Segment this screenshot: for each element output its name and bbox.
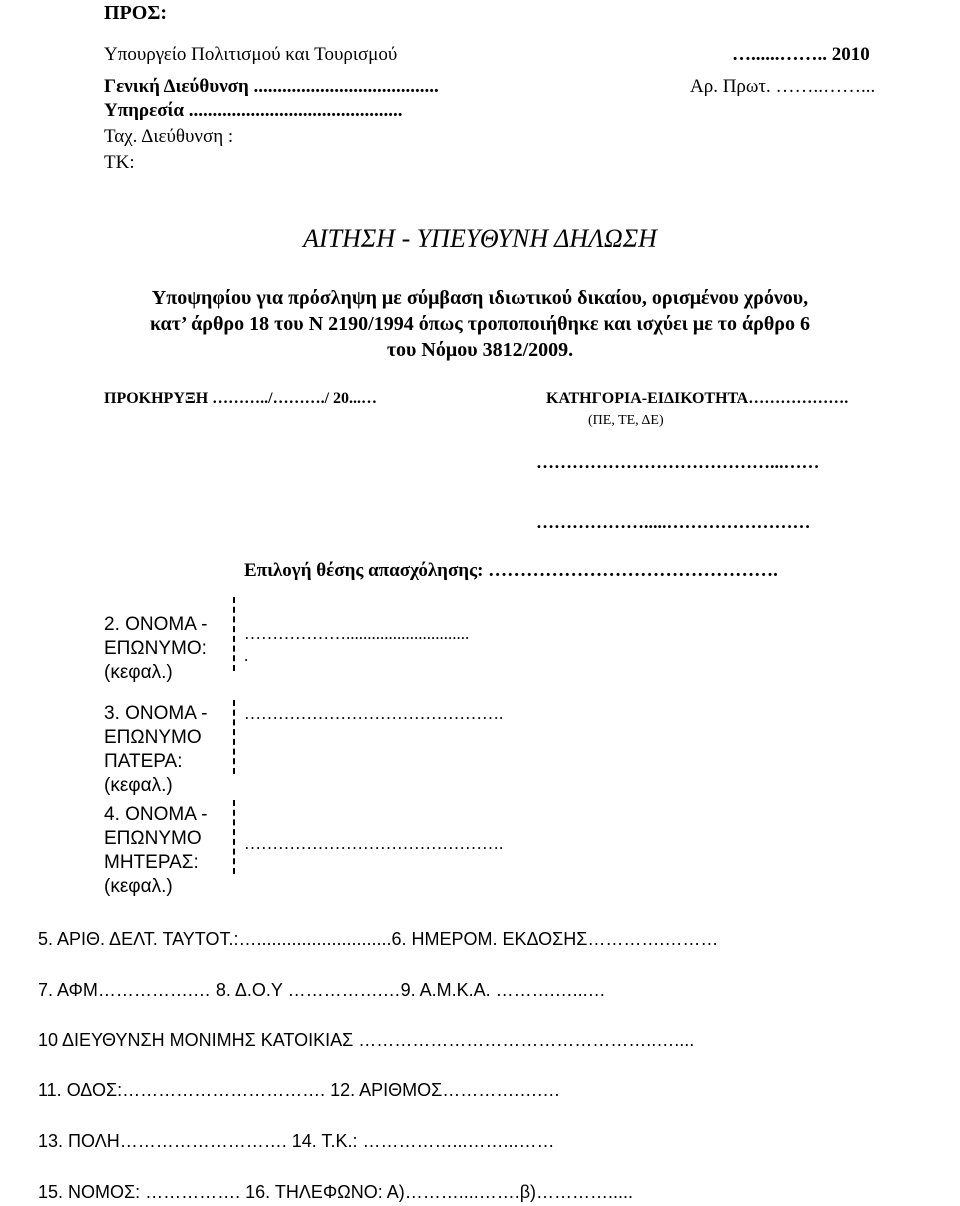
prefecture-phone-line: 15. ΝΟΜΟΣ: ……………. 16. ΤΗΛΕΦΩΝΟ: Α)………....…….β)…………..... bbox=[38, 1182, 634, 1202]
id-card-line: 5. ΑΡΙΘ. ΔΕΛΤ. ΤΑΥΤΟΤ.:…...........................6. ΗΜΕΡΟΜ. ΕΚΔΟΣΗΣ………….……… bbox=[38, 929, 719, 949]
document-title: ΑΙΤΗΣΗ - ΥΠΕΥΘΥΝΗ ΔΗΛΩΣΗ bbox=[303, 224, 657, 253]
name-value: ………………............................. bbox=[244, 624, 470, 643]
mother-name-divider bbox=[233, 800, 235, 874]
mother-name-label: 4. ΟΝΟΜΑ - ΕΠΩΝΥΜΟ ΜΗΤΕΡΑΣ: (κεφαλ.) bbox=[104, 804, 208, 897]
residence-address-line: 10 ΔΙΕΥΘΥΝΣΗ ΜΟΝΙΜΗΣ ΚΑΤΟΙΚΙΑΣ …………………………………………..….... bbox=[38, 1030, 695, 1050]
street-line: 11. ΟΔΟΣ:……………………………. 12. ΑΡΙΘΜΟΣ………….….… bbox=[38, 1080, 561, 1100]
category-note: (ΠΕ, ΤΕ, ΔΕ) bbox=[588, 413, 664, 428]
ministry-name: Υπουργείο Πολιτισμού και Τουρισμού bbox=[104, 44, 398, 65]
name-divider bbox=[233, 597, 235, 671]
father-name-value: ………………………………………. bbox=[244, 704, 504, 723]
father-name-divider bbox=[233, 700, 235, 774]
protocol-number-field: Αρ. Πρωτ. ……..……... bbox=[690, 76, 876, 97]
announcement-field: ΠΡΟΚΗΡΥΞΗ ………../………./ 20...… bbox=[104, 390, 378, 407]
tax-line: 7. ΑΦΜ…………….… 8. Δ.Ο.Υ …………….…9. Α.Μ.Κ.Α. ……….…...… bbox=[38, 980, 606, 1000]
position-choice-field: Επιλογή θέσης απασχόλησης: ………………………………………. bbox=[244, 560, 778, 581]
category-dots-2: ……………….....…………………… bbox=[536, 512, 811, 532]
category-field: ΚΑΤΗΓΟΡΙΑ-ΕΙΔΙΚΟΤΗΤΑ………………. bbox=[546, 390, 849, 407]
name-label: 2. ΟΝΟΜΑ - ΕΠΩΝΥΜΟ: (κεφαλ.) bbox=[104, 614, 208, 683]
service-field: Υπηρεσία ............................................. bbox=[104, 100, 403, 121]
category-dots-1: …………………………………...…… bbox=[536, 452, 820, 472]
date-field: …......…….. 2010 bbox=[732, 44, 870, 65]
name-value-cont: . bbox=[244, 646, 249, 665]
to-label: ΠΡΟΣ: bbox=[104, 2, 168, 24]
postal-address-field: Ταχ. Διεύθυνση : bbox=[104, 126, 234, 147]
father-name-label: 3. ΟΝΟΜΑ - ΕΠΩΝΥΜΟ ΠΑΤΕΡΑ: (κεφαλ.) bbox=[104, 703, 208, 796]
city-line: 13. ΠΟΛΗ………………………. 14. Τ.Κ.: ……………...……...…… bbox=[38, 1131, 555, 1151]
intro-paragraph: Υποψηφίου για πρόσληψη με σύμβαση ιδιωτικού δικαίου, ορισμένου χρόνου, κατ’ άρθρο 18 του Ν 2190/1994 όπως τροποποιήθηκε και ισχύει με το άρθρο 6 του Νόμου 3812/2009. bbox=[150, 287, 810, 361]
general-directorate-field: Γενική Διεύθυνση ....................................... bbox=[104, 76, 439, 97]
mother-name-value: ………………………………………. bbox=[244, 834, 504, 853]
postal-code-field: ΤΚ: bbox=[104, 152, 135, 173]
